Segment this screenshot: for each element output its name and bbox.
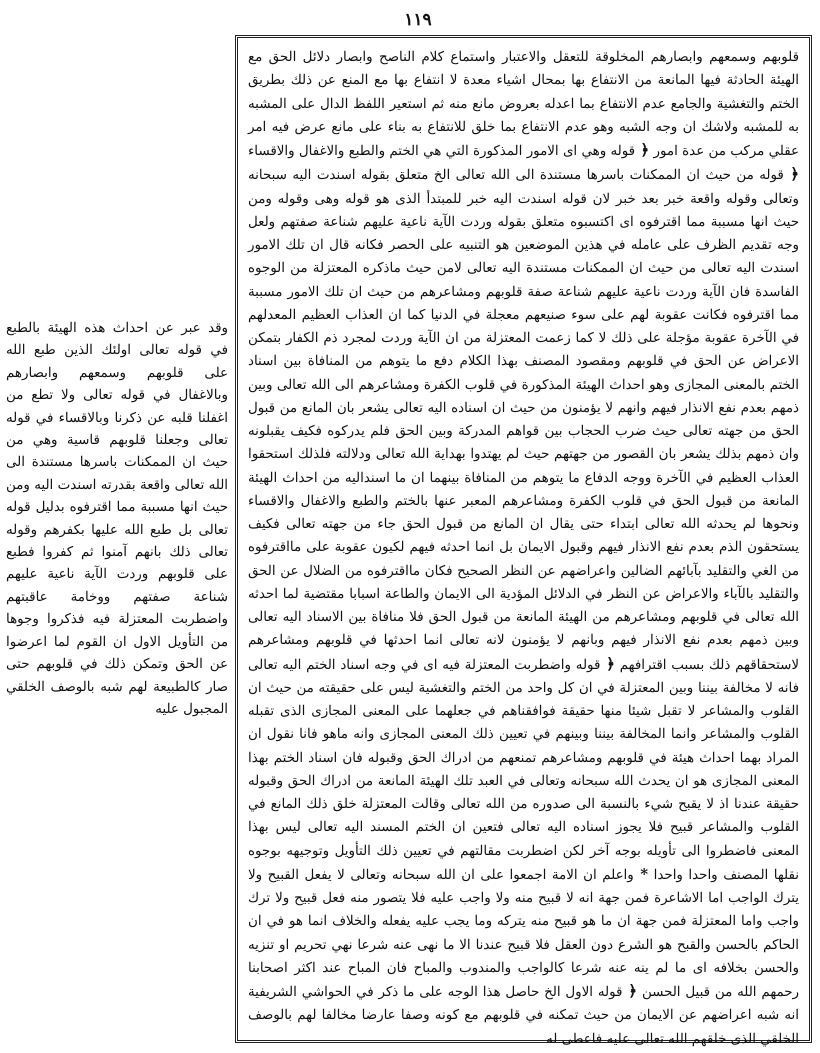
main-paragraph: قلوبهم وسمعهم وابصارهم المخلوقة للتعقل والاعتبار واستماع كلام الناصح وابصار دلائل الحق مع الهيئة الحادثة فيها المانعة من الانتفاع بها بمحال اشياء معدة لا انتفاع بها مع المنع عن ذلك بطريق الختم والتغشية والجامع عدم الانتفاع بما اعدله بعروض مانع منه ثم استعير اللفظ الدال على المشبه به للمشبه ولاشك ان وجه الشبه وهو عدم الانتفاع بما خلق للانتفاع به بناء على مانع عرض فيه امر عقلي مركب من عدة امور	[248, 50, 799, 159]
main-text-body	[248, 46, 799, 1047]
main-paragraph: قوله الاول الخ حاصل هذا الوجه على ما ذكر في الحواشي الشريفية انه شبه اعراضهم عن الايمان من حيث تمكنه في قلوبهم مع كونه وصفا عارضا مخالفا لهم بالوصف الخلقي الذى خلقهم الله تعالى عليه فاعطى له	[248, 985, 799, 1047]
main-paragraph: قوله واضطربت المعتزلة فيه اى في وجه اسناد الختم اليه تعالى فانه لا مخالفة بيننا وبين المعتزلة في ان كل واحد من الختم والتغشية ليس على حقيقته من حيث ان القلوب والمشاعر لا تقبل شيئا منها حقيقة فوافقناهم في جعلهما على المعنى المجازى الذى تقبله القلوب والمشاعر وانما المخالفة بيننا وبينهم في تعيين ذلك المعنى المجازى وانه ماهو فانا نقول ان المراد بهما احداث هيئة في قلوبهم ومشاعرهم تمنعهم من ادراك الحق وقبوله فان اسناد الختم بهذا المعنى المجازى هو ان يحدث الله سبحانه وتعالى في العبد تلك الهيئة المانعة من ادراك الحق وقبوله حقيقة عندنا اذ لا يقبح شيء بالنسبة الى صدوره من الله تعالى وقالت المعتزلة خلق ذلك المانع في القلوب والمشاعر قبيح فلا يجوز اسناده اليه تعالى فتعين ان الختم المسند اليه تعالى ليس بهذا المعنى فاضطروا الى تأويله بوجه آخر لكن اضطربت مقالتهم في تعيين ذلك التأويل وتوجيهه بوجوه نقلها المصنف واحدا واحدا	[248, 657, 799, 883]
section-marker: *	[633, 864, 649, 883]
main-paragraph: واعلم ان الامة اجمعوا على ان الله سبحانه وتعالى لا يفعل القبيح ولا يترك الواجب اما الاشاعرة فمن جهة انه لا قبيح منه ولا واجب عليه فلا يتصور منه فعل قبيح ولا ترك واجب واما المعتزلة فمن جهة ان ما هو قبيح منه يتركه وما يجب عليه يفعله والخلاف انما هو في ان الحاكم بالحسن والقبح هو الشرع دون العقل فلا قبيح عندنا الا ما نهى عنه شرعا نهي تحريم او تنزيه والحسن بخلافه اى ما لم ينه عنه شرعا كالواجب والمندوب والمباح فان المباح عند اكثر اصحابنا رحمهم الله من قبيل الحسن	[248, 867, 799, 1000]
section-marker: ﴿	[635, 141, 650, 159]
main-paragraph: قوله وهي اى الامور المذكورة التي هي الختم والطبع والاغفال والاقساء	[248, 144, 636, 159]
section-marker: ﴿	[600, 654, 615, 673]
section-marker: ﴿	[783, 165, 799, 184]
main-text-frame	[235, 35, 812, 1047]
section-marker: ﴿	[622, 982, 638, 1000]
main-paragraph: قوله من حيث ان الممكنات باسرها مستندة الى الله تعالى الخ متعلق بقوله اسندت اليه سبحانه وتعالى وقوله واقعة خبر بعد خبر لان قوله اسندت اليه خبر للمبتدأ الذى هو قوله وهى وقوله ومن حيث انها مسببة مما اقترفوه اى اكتسبوه متعلق بقوله وردت الآية ناعية عليهم شناعة صفتهم ولعل وجه تقديم الظرف على عامله في هذين الموضعين هو التنبيه على الحصر فكانه قال ان تلك الامور اسندت اليه تعالى من حيث ان الممكنات مستندة اليه تعالى لامن حيث ماذكره المعتزلة من الوجوه الفاسدة فان الآية وردت ناعية عليهم شناعة صفة قلوبهم ومشاعرهم من حيث ان تلك الامور مسببة مما اقترفوه فكانت عقوبة لهم على سوء صنيعهم معجلة في الدنيا كما ان العذاب العظيم المعدلهم في الآخرة عقوبة مؤجلة على ذلك لا كما زعمت المعتزلة من ان الآية وردت لمجرد ذم الكفار بتمكن الاعراض عن الحق في قلوبهم ومقصود المصنف بهذا الكلام دفع ما يتوهم من المنافاة بين اسناد الختم بالمعنى المجازى وهو احداث الهيئة المذكورة في قلوب الكفرة ومشاعرهم الى الله تعالى وبين ذمهم بعدم نفع الانذار فيهم وانهم لا يؤمنون من حيث ان اسناده اليه تعالى يشعر بان المانع من قبول الحق من جهته تعالى حيث ضرب الحجاب بين قواهم المدركة وبين الحق فلم يدركوه فكيف يقبلونه وان ذمهم بذلك يشعر بان القصور من جهتهم حيث لم يهتدوا بهداية الله تعالى ودلالته فلذلك استحقوا العذاب العظيم في الآخرة ووجه الدفاع ما يتوهم من المنافاة بينهما ان ما اسنداليه من احداث الهيئة المانعة من قبول الحق في قلوب الكفرة ومشاعرهم المعبر عنها بالختم والطبع والاغفال والاقساء ونحوها لم يحدثه الله تعالى ابتداء حتى يقال ان المانع من قبول الحق جاء من جهته تعالى فكيف يستحقون الذم بعدم نفع الانذار فيهم وقبول الايمان بل انما احدثه فيهم لكيون عقوبة على مااقترفوه من الغي والتقليد بآبائهم الضالين واعراضهم عن النظر الصحيح فكان مااقترفوه من الضلال عن الحق والتقليد بالآباء والاعراض عن النظر في الدلائل المؤدية الى الايمان والطاعة اسبابا مقتضية لما احدثه الله تعالى في قلوبهم ومشاعرهم من الهيئة المانعة من قبول الحق فلا منافاة بين الاسناد اليه تعالى وبين ذمهم بعدم نفع الانذار فيهم وبانهم لا يؤمنون لانه تعالى انما احدثها في قلوبهم ومشاعرهم لاستحقاقهم ذلك بسبب اقترافهم	[248, 168, 799, 673]
margin-note: وقد عبر عن احداث هذه الهيئة بالطبع في قوله تعالى اولئك الذين طبع الله على قلوبهم وسمعهم وابصارهم وبالاغفال في قوله تعالى ولا تطع من اغفلنا قلبه عن ذكرنا وبالاقساء في قوله تعالى وجعلنا قلوبهم قاسية وهي من حيث ان الممكنات باسرها مستندة الى الله تعالى واقعة بقدرته اسندت اليه ومن حيث انها مسببة مما اقترفوه بدليل قوله تعالى بل طبع الله عليها بكفرهم وقوله تعالى ذلك بانهم آمنوا ثم كفروا فطبع على قلوبهم وردت الآية ناعية عليهم شناعة صفتهم ووخامة عاقبتهم واضطربت المعتزلة فيه فذكروا وجوها من التأويل الاول ان القوم لما اعرضوا عن الحق وتمكن ذلك في قلوبهم حتى صار كالطبيعة لهم شبه بالوصف الخلقي المجبول عليه	[6, 321, 228, 717]
page-number: ١١٩	[404, 10, 432, 30]
